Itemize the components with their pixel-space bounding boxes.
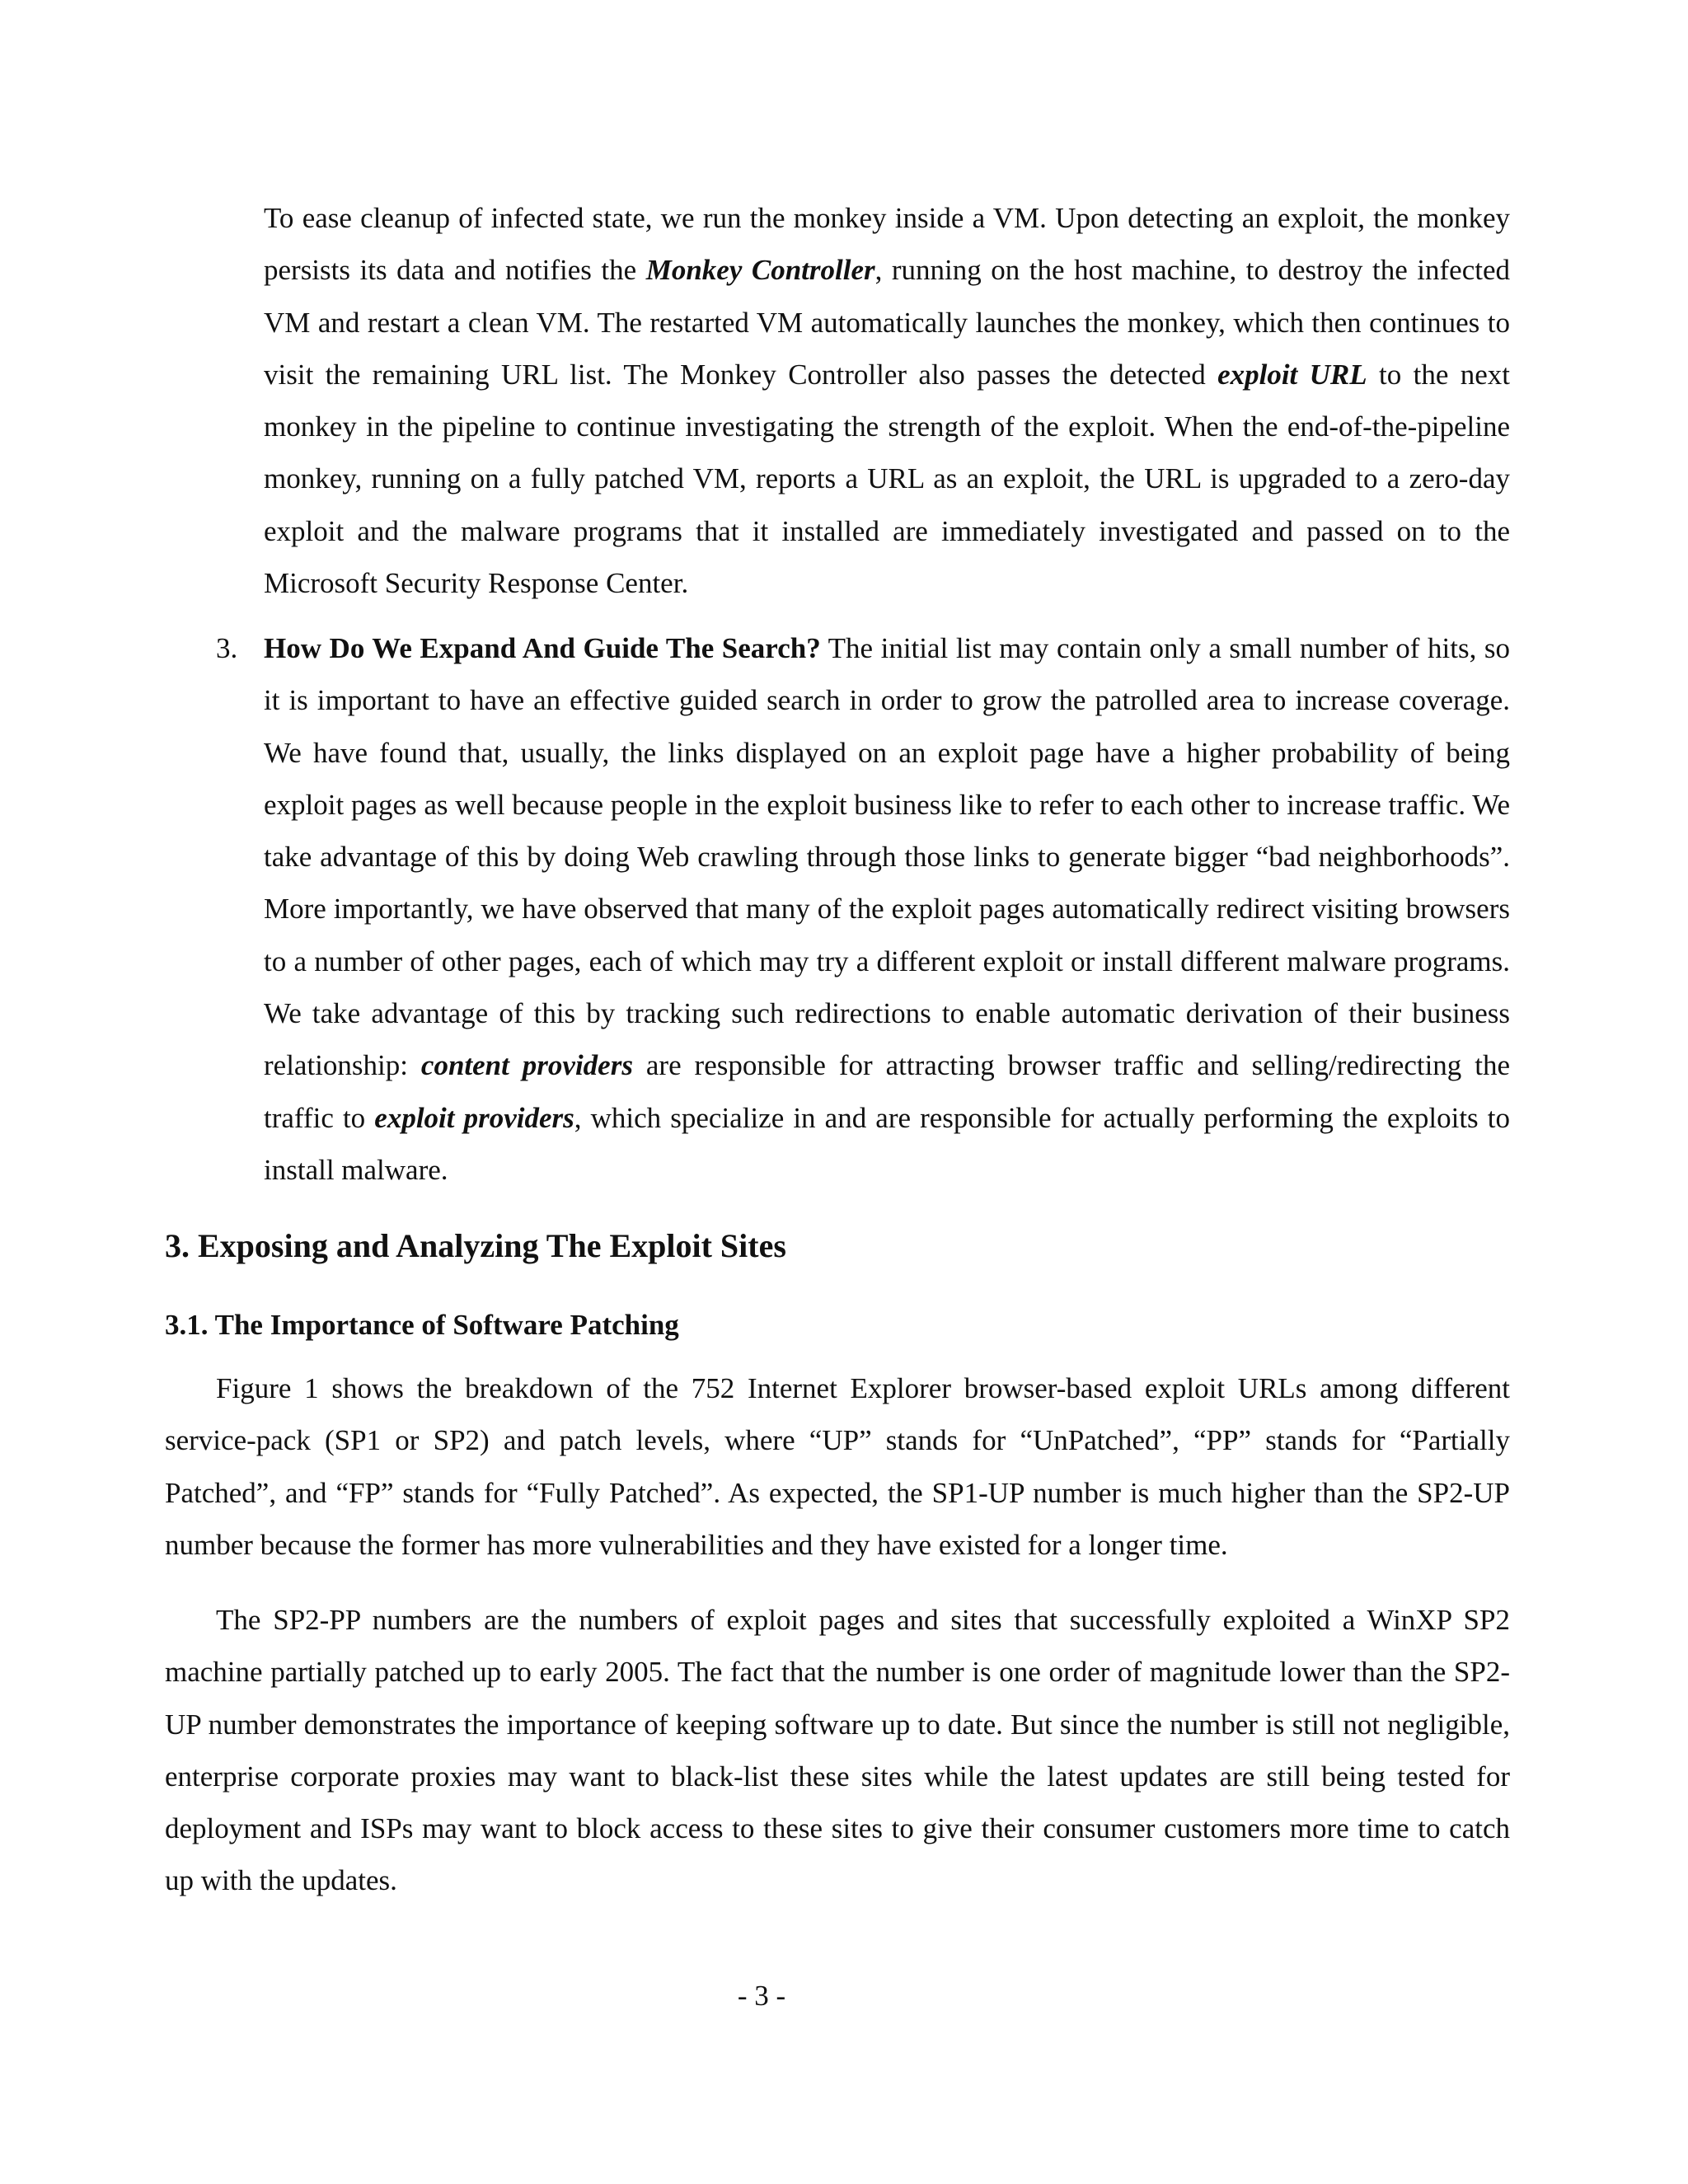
term-content-providers: content providers — [420, 1049, 633, 1082]
paragraph-sp2-pp: The SP2-PP numbers are the numbers of exploit pages and sites that successfully exploited a WinXP SP2 machine partially patched up to early 2005. The fact that the number is one order of magnitude lower than the SP2-UP number demonstrates the importance of keeping software up to date. But since the number is still not negligible, enterprise corporate proxies may want to black-list these sites while the latest updates are still being tested for deployment and ISPs may want to block access to these sites to give their consumer customers more time to catch up with the updates. — [165, 1604, 1510, 1897]
page-number: - 3 - — [737, 1980, 786, 2012]
paragraph-monkey-controller — [264, 192, 1510, 609]
paragraph-text: , which specialize in and are responsible for actually performing the exploits to install malware. — [264, 1101, 1510, 1186]
list-item-number: 3. — [216, 632, 238, 664]
paragraph-text: The initial list may contain only a small number of hits, so it is important to have an effective guided search in order to grow the patrolled area to increase coverage. We have found that, usually, the links displayed on an exploit page have a higher probability of being exploit pages as well because people in the exploit business like to refer to each other to increase traffic. We take advantage of this by doing Web crawling through those links to generate bigger “bad neighborhoods”. More importantly, we have observed that many of the exploit pages automatically redirect visiting browsers to a number of other pages, each of which may try a different exploit or install different malware programs. We take advantage of this by tracking such redirections to enable automatic derivation of their business relationship: — [264, 632, 1511, 1082]
paragraph-text: , running on the host machine, to destroy the infected VM and restart a clean VM. The restarted VM automatically launches the monkey, which then continues to visit the remaining URL list. The Monkey Controller also passes the detected — [264, 254, 1510, 391]
list-item-title: How Do We Expand And Guide The Search? — [264, 632, 821, 664]
subsection-heading: 3.1. The Importance of Software Patching — [165, 1309, 679, 1341]
section-heading: 3. Exposing and Analyzing The Exploit Sites — [165, 1227, 786, 1264]
paragraph-text: to the next monkey in the pipeline to continue investigating the strength of the exploit. When the end-of-the-pipeline monkey, running on a fully patched VM, reports a URL as an exploit, the URL is upgraded to a zero-day exploit and the malware programs that it installed are immediately investigated and passed on to the Microsoft Security Response Center. — [264, 358, 1510, 600]
list-item-expand-search — [264, 622, 1510, 1196]
term-exploit-url: exploit URL — [1217, 358, 1367, 391]
paragraph-figure-1: Figure 1 shows the breakdown of the 752 Internet Explorer browser-based exploit URLs among different service-pack (SP1 or SP2) and patch levels, where “UP” stands for “UnPatched”, “PP” stands for “Partially Patched”, and “FP” stands for “Fully Patched”. As expected, the SP1-UP number is much higher than the SP2-UP number because the former has more vulnerabilities and they have existed for a longer time. — [165, 1372, 1510, 1561]
paragraph-text: are responsible for attracting browser traffic and selling/redirecting the traffic to — [264, 1049, 1510, 1134]
term-monkey-controller: Monkey Controller — [645, 254, 875, 287]
paragraph-text: To ease cleanup of infected state, we run the monkey inside a VM. Upon detecting an exploit, the monkey persists its data and notifies the — [264, 202, 1510, 287]
term-exploit-providers: exploit providers — [374, 1101, 574, 1134]
